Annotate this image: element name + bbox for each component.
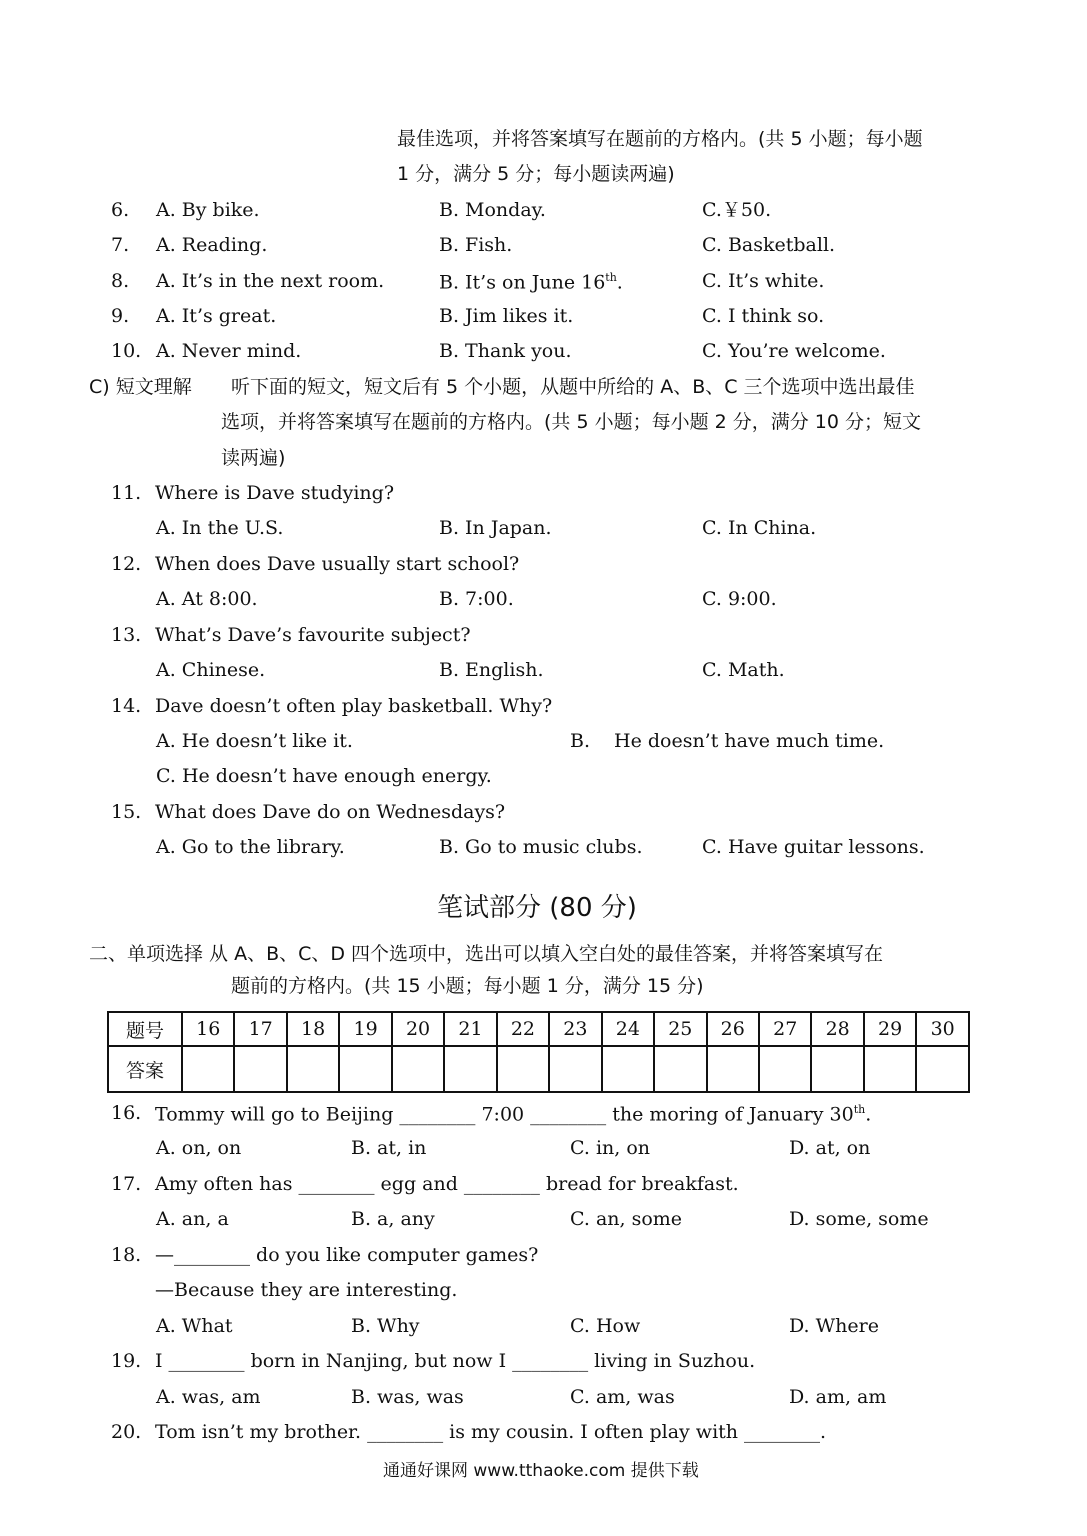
question-text: Tommy will go to Beijing ________ 7:00 ________ the moring of January 30th. <box>155 1103 872 1126</box>
option-a: A. At 8:00. <box>156 588 258 610</box>
option-a: A. By bike. <box>156 199 260 221</box>
option-b: B. 7:00. <box>439 588 514 610</box>
question-text: Where is Dave studying? <box>155 482 395 504</box>
option-a: A. Reading. <box>156 234 268 256</box>
option-d: D. Where <box>789 1315 879 1337</box>
part2-instructions-line2: 题前的方格内。(共 15 小题；每小题 1 分，满分 15 分) <box>231 975 704 997</box>
answer-grid-number-row <box>108 1012 969 1046</box>
question-text: —________ do you like computer games? <box>155 1244 539 1266</box>
option-b: B. English. <box>439 659 544 681</box>
answer-cell[interactable] <box>549 1046 601 1092</box>
option-c: C. I think so. <box>702 305 825 327</box>
option-b: B. Jim likes it. <box>439 305 574 327</box>
option-b: B. It’s on June 16th. <box>439 271 623 294</box>
answer-cell[interactable] <box>444 1046 496 1092</box>
answer-cell[interactable] <box>602 1046 654 1092</box>
question-number: 13. <box>111 624 142 646</box>
option-c: C. How <box>570 1315 641 1337</box>
question-text-response: —Because they are interesting. <box>155 1279 458 1301</box>
option-d: D. some, some <box>789 1208 929 1230</box>
option-c: C. You’re welcome. <box>702 340 886 362</box>
question-number-cell: 24 <box>602 1012 654 1046</box>
question-number-cell: 19 <box>339 1012 391 1046</box>
section-b-instructions-line1: 最佳选项，并将答案填写在题前的方格内。(共 5 小题；每小题 <box>397 128 923 150</box>
option-a: A. He doesn’t like it. <box>156 730 353 752</box>
question-text: Amy often has ________ egg and ________ bread for breakfast. <box>155 1173 739 1195</box>
section-c-instructions-line1: 听下面的短文，短文后有 5 个小题，从题中所给的 A、B、C 三个选项中选出最佳 <box>231 376 915 398</box>
option-d: D. am, am <box>789 1386 887 1408</box>
section-c-instructions-line3: 读两遍) <box>221 447 286 469</box>
option-c: C. in, on <box>570 1137 651 1159</box>
page-footer: 通通好课网 www.tthaoke.com 提供下载 <box>383 1461 699 1481</box>
option-b: B. Monday. <box>439 199 546 221</box>
option-b: B. Thank you. <box>439 340 572 362</box>
question-number-cell: 17 <box>234 1012 286 1046</box>
option-c: C. Basketball. <box>702 234 836 256</box>
section-b-instructions-line2: 1 分，满分 5 分；每小题读两遍) <box>397 163 675 185</box>
option-a: A. What <box>156 1315 233 1337</box>
question-number: 19. <box>111 1350 142 1372</box>
question-number: 16. <box>111 1102 142 1124</box>
option-a: A. was, am <box>156 1386 261 1408</box>
question-text: Tom isn’t my brother. ________ is my cousin. I often play with ________. <box>155 1421 827 1443</box>
question-number: 18. <box>111 1244 142 1266</box>
option-c: C.￥50. <box>702 199 772 221</box>
question-text: What does Dave do on Wednesdays? <box>155 801 506 823</box>
question-number: 15. <box>111 801 142 823</box>
answer-grid-table <box>107 1011 970 1093</box>
row-label-number: 题号 <box>108 1012 182 1046</box>
option-c: C. 9:00. <box>702 588 777 610</box>
question-text: What’s Dave’s favourite subject? <box>155 624 471 646</box>
option-b-letter: B. <box>570 730 591 752</box>
question-number-cell: 16 <box>182 1012 234 1046</box>
question-number: 20. <box>111 1421 142 1443</box>
question-number-cell: 29 <box>864 1012 916 1046</box>
option-c: C. He doesn’t have enough energy. <box>156 765 492 787</box>
option-c: C. In China. <box>702 517 817 539</box>
option-b: B. Go to music clubs. <box>439 836 643 858</box>
option-b: B. Fish. <box>439 234 513 256</box>
option-a: A. on, on <box>156 1137 242 1159</box>
option-b: B. In Japan. <box>439 517 552 539</box>
option-b: He doesn’t have much time. <box>614 730 885 752</box>
option-c: C. It’s white. <box>702 270 825 292</box>
question-number-cell: 23 <box>549 1012 601 1046</box>
option-a: A. Chinese. <box>156 659 266 681</box>
option-b: B. was, was <box>351 1386 464 1408</box>
question-number: 12. <box>111 553 142 575</box>
option-c: C. am, was <box>570 1386 675 1408</box>
question-text: Dave doesn’t often play basketball. Why? <box>155 695 553 717</box>
option-b: B. Why <box>351 1315 420 1337</box>
question-number: 17. <box>111 1173 142 1195</box>
question-number: 14. <box>111 695 142 717</box>
answer-cell[interactable] <box>811 1046 863 1092</box>
answer-cell[interactable] <box>392 1046 444 1092</box>
option-a: A. an, a <box>156 1208 229 1230</box>
answer-grid-answer-row <box>108 1046 969 1092</box>
answer-cell[interactable] <box>707 1046 759 1092</box>
answer-cell[interactable] <box>182 1046 234 1092</box>
option-a: A. It’s great. <box>156 305 277 327</box>
answer-cell[interactable] <box>287 1046 339 1092</box>
question-number: 10. <box>111 340 142 362</box>
question-number-cell: 21 <box>444 1012 496 1046</box>
option-b: B. a, any <box>351 1208 435 1230</box>
option-a: A. In the U.S. <box>156 517 284 539</box>
answer-cell[interactable] <box>234 1046 286 1092</box>
question-number-cell: 22 <box>497 1012 549 1046</box>
question-number: 9. <box>111 305 130 327</box>
section-c-instructions-line2: 选项，并将答案填写在题前的方格内。(共 5 小题；每小题 2 分，满分 10 分；短文 <box>221 411 922 433</box>
answer-cell[interactable] <box>864 1046 916 1092</box>
question-number-cell: 18 <box>287 1012 339 1046</box>
question-number: 7. <box>111 234 130 256</box>
answer-cell[interactable] <box>759 1046 811 1092</box>
option-a: A. Go to the library. <box>156 836 345 858</box>
answer-cell[interactable] <box>497 1046 549 1092</box>
question-number-cell: 25 <box>654 1012 706 1046</box>
option-a: A. It’s in the next room. <box>156 270 385 292</box>
question-number: 8. <box>111 270 130 292</box>
answer-cell[interactable] <box>916 1046 969 1092</box>
option-b: B. at, in <box>351 1137 427 1159</box>
option-c: C. an, some <box>570 1208 683 1230</box>
question-number-cell: 20 <box>392 1012 444 1046</box>
option-c: C. Math. <box>702 659 785 681</box>
question-number-cell: 30 <box>916 1012 969 1046</box>
question-text: When does Dave usually start school? <box>155 553 520 575</box>
part2-instructions-line1: 二、单项选择 从 A、B、C、D 四个选项中，选出可以填入空白处的最佳答案，并将答案填写在 <box>89 943 884 965</box>
option-a: A. Never mind. <box>156 340 302 362</box>
question-number-cell: 26 <box>707 1012 759 1046</box>
answer-cell[interactable] <box>339 1046 391 1092</box>
question-number-cell: 27 <box>759 1012 811 1046</box>
row-label-answer: 答案 <box>108 1046 182 1092</box>
option-d: D. at, on <box>789 1137 871 1159</box>
answer-cell[interactable] <box>654 1046 706 1092</box>
question-text: I ________ born in Nanjing, but now I ________ living in Suzhou. <box>155 1350 756 1372</box>
question-number-cell: 28 <box>811 1012 863 1046</box>
written-section-title: 笔试部分 (80 分) <box>437 893 637 923</box>
option-c: C. Have guitar lessons. <box>702 836 925 858</box>
question-number: 11. <box>111 482 142 504</box>
question-number: 6. <box>111 199 130 221</box>
section-c-label: C) 短文理解 <box>89 376 192 398</box>
